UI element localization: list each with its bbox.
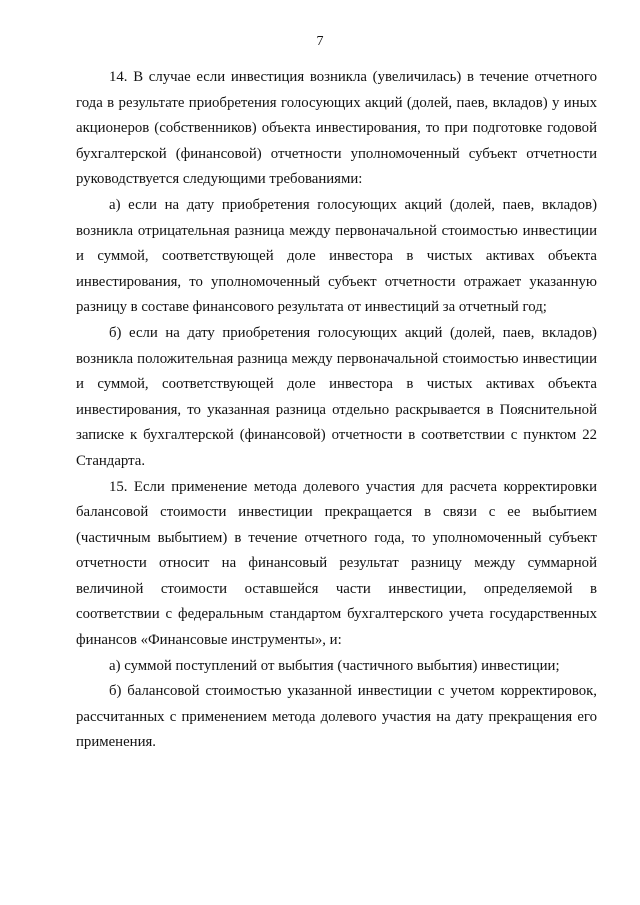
paragraph-14: 14. В случае если инвестиция возникла (увеличилась) в течение отчетного года в результате приобретения голосующих акций (долей, паев, вкладов) у иных акционеров (собственников) объекта инвестирования, то при подготовке годовой бухгалтерской (финансовой) отчетности уполномоченный субъект отчетности руководствуется следующими требованиями: [76,69,597,188]
paragraph-15: 15. Если применение метода долевого участия для расчета корректировки балансовой стоимости инвестиции прекращается в связи с ее выбытием (частичным выбытием) в течение отчетного года, то уполномоченный субъект отчетности относит на финансовый результат разницу между суммарной величиной стоимости оставшейся части инвестиции, определяемой в соответствии с федеральным стандартом бухгалтерского учета государственных финансов «Финансовые инструменты», и: [76,478,597,649]
paragraph-14-b: б) если на дату приобретения голосующих акций (долей, паев, вкладов) возникла положительная разница между первоначальной стоимостью инвестиции и суммой, соответствующей доле инвестора в чистых активах объекта инвестирования, то указанная разница отдельно раскрывается в Пояснительной записке к бухгалтерской (финансовой) отчетности в соответствии с пунктом 22 Стандарта. [76,324,597,469]
document-body [76,65,597,756]
page-number: 7 [316,34,324,49]
paragraph-15-b: б) балансовой стоимостью указанной инвестиции с учетом корректировок, рассчитанных с применением метода долевого участия на дату прекращения его применения. [76,683,597,751]
paragraph-14-a: а) если на дату приобретения голосующих акций (долей, паев, вкладов) возникла отрицательная разница между первоначальной стоимостью инвестиции и суммой, соответствующей доле инвестора в чистых активах объекта инвестирования, то уполномоченный субъект отчетности отражает указанную разницу в составе финансового результата от инвестиций за отчетный год; [76,196,597,316]
paragraph-15-a: а) суммой поступлений от выбытия (частичного выбытия) инвестиции; [109,657,560,674]
